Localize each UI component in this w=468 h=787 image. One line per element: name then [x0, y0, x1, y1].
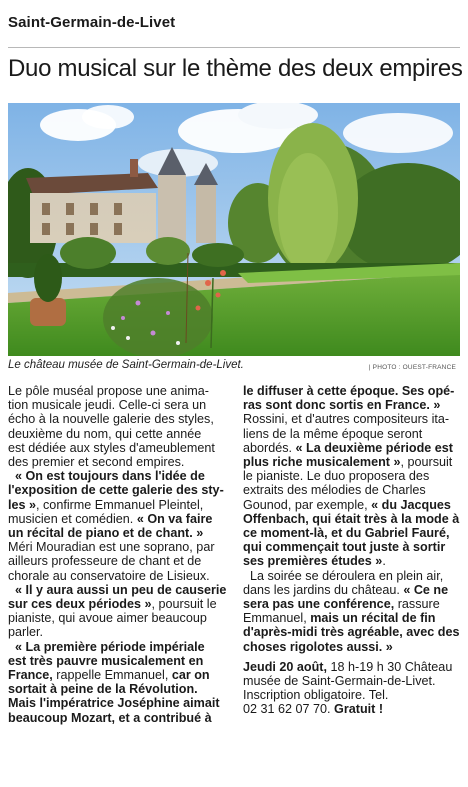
quote: les »: [8, 497, 37, 512]
body-line: [243, 640, 457, 654]
quote: d'après-midi très agréable, avec des: [243, 625, 460, 640]
quote: qui commençait tout juste à sortir: [243, 540, 446, 555]
quote: « du Jacques: [371, 497, 451, 512]
body-line: [8, 583, 230, 597]
body-line: écho à la nouvelle galerie des styles,: [8, 412, 214, 427]
body-text: , poursuit: [400, 455, 453, 470]
body-line: [243, 611, 457, 625]
body-text: abordés.: [243, 440, 296, 455]
body-line: [243, 384, 457, 398]
body-line: [8, 682, 230, 696]
body-line: pianiste, qui avoue aimer beaucoup: [8, 611, 207, 626]
body-line: [243, 498, 457, 512]
body-line: le pianiste. Le duo proposera des: [243, 469, 430, 484]
body-line: [8, 483, 230, 497]
body-text: La soirée se déroulera en plein air,: [250, 568, 444, 583]
article-headline: Duo musical sur le thème des deux empires: [8, 55, 463, 82]
body-line: [8, 597, 230, 611]
body-line: est dédiée aux styles d'ameublement: [8, 440, 215, 455]
body-line: [8, 640, 230, 654]
body-line: [243, 554, 457, 568]
body-line: [8, 654, 230, 668]
body-line: [243, 455, 457, 469]
chateau-garden-image: [8, 103, 460, 356]
quote: « On va faire: [136, 511, 213, 526]
article-column-left: [8, 384, 230, 725]
body-text: .: [382, 554, 386, 569]
quote: mais un récital de fin: [310, 611, 436, 626]
event-date: Jeudi 20 août,: [243, 659, 327, 674]
quote: ses premières études »: [243, 554, 383, 569]
quote: plus riche musicalement »: [243, 455, 401, 470]
body-line: [243, 441, 457, 455]
body-line: chorale au conservatoire de Lisieux.: [8, 568, 210, 583]
quote: Mais l'impératrice Joséphine aimait: [8, 696, 220, 711]
photo-credit: | PHOTO : OUEST-FRANCE: [368, 364, 456, 371]
body-line: [243, 625, 460, 640]
quote: sur ces deux périodes »: [8, 597, 152, 612]
article-kicker: Saint-Germain-de-Livet: [8, 14, 176, 31]
quote: sera pas une conférence,: [243, 597, 395, 612]
body-line: [8, 512, 230, 526]
article-photo: [8, 103, 460, 356]
body-text: musicien et comédien.: [8, 511, 137, 526]
body-text: 18 h-19 h 30 Château: [326, 659, 453, 674]
body-line: parler.: [8, 625, 44, 640]
quote: un récital de piano et de chant. »: [8, 526, 204, 541]
body-text: dans les jardins du château.: [243, 582, 404, 597]
body-text: Emmanuel,: [243, 611, 311, 626]
quote: le diffuser à cette époque. Ses opé-: [243, 384, 455, 398]
body-line: Méri Mouradian est une soprano, par: [8, 540, 215, 555]
info-line: Inscription obligatoire. Tel.: [243, 688, 389, 703]
body-line: [243, 569, 457, 583]
quote: beaucoup Mozart, et a contribué à: [8, 710, 212, 725]
body-line: Rossini, et d'autres compositeurs ita-: [243, 412, 450, 427]
body-line: [8, 668, 230, 682]
body-line: Le pôle muséal propose une anima-: [8, 384, 209, 398]
body-line: ailleurs professeure de chant et de: [8, 554, 202, 569]
body-line: [243, 540, 457, 554]
free-label: Gratuit !: [334, 702, 384, 717]
quote: « Ce ne: [403, 582, 449, 597]
body-line: [243, 526, 457, 540]
body-line: [8, 469, 230, 483]
quote: choses rigolotes aussi. »: [243, 639, 393, 654]
body-line: tion musicale jeudi. Celle-ci sera un: [8, 398, 207, 413]
body-text: Gounod, par exemple,: [243, 497, 372, 512]
quote: car on: [171, 668, 210, 683]
quote: France,: [8, 668, 53, 683]
quote: « Il y aura aussi un peu de causerie: [15, 582, 227, 597]
quote: ce moment-là, et du Gabriel Fauré,: [243, 526, 450, 541]
quote: est très pauvre musicalement en: [8, 653, 204, 668]
body-line: [8, 498, 230, 512]
body-line: [8, 696, 230, 710]
quote: ras sont donc sortis en France. »: [243, 398, 441, 413]
quote: l'exposition de cette galerie des sty-: [8, 483, 224, 498]
body-line: des premier et second empires.: [8, 455, 185, 470]
quote: « La deuxième période est: [295, 440, 453, 455]
body-text: rassure: [394, 597, 440, 612]
body-line: [243, 583, 457, 597]
photo-caption: Le château musée de Saint-Germain-de-Livet.: [8, 359, 244, 371]
body-text: , poursuit le: [151, 597, 217, 612]
body-line: liens de la même époque seront: [243, 426, 423, 441]
body-text: rappelle Emmanuel,: [52, 668, 172, 683]
body-line: [243, 398, 457, 412]
article-column-right: [243, 384, 460, 717]
phone-number: 02 31 62 07 70.: [243, 702, 335, 717]
info-line: musée de Saint-Germain-de-Livet.: [243, 674, 436, 689]
quote: « La première période impériale: [15, 639, 205, 654]
body-line: extraits des mélodies de Charles: [243, 483, 426, 498]
body-line: [243, 597, 457, 611]
body-line: deuxième du nom, qui cette année: [8, 426, 202, 441]
info-line: [243, 702, 457, 716]
body-line: [8, 711, 230, 725]
quote: « On est toujours dans l'idée de: [15, 469, 205, 484]
body-text: , confirme Emmanuel Pleintel,: [36, 497, 204, 512]
body-line: [8, 526, 230, 540]
body-line: [243, 511, 460, 526]
quote: sortait à peine de la Révolution.: [8, 682, 198, 697]
divider: [8, 47, 460, 48]
info-line: [243, 660, 457, 674]
quote: Offenbach, qui était très à la mode à: [243, 511, 460, 526]
